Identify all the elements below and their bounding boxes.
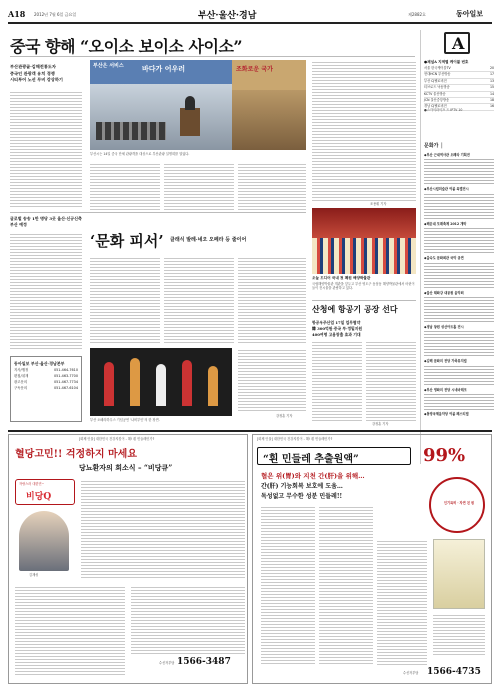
notice-label: 구독문의 (14, 386, 28, 390)
brand-tagline: 자랑스러 대한민~ (19, 482, 45, 486)
notice-label: 광고문의 (14, 380, 28, 384)
dancer-5 (208, 366, 218, 406)
lead-body-col-5 (312, 60, 416, 202)
notice-value: 051-464-7610 (53, 368, 78, 372)
aircraft-sub-2: 韓 300억원·중국 부·정밀지원 (312, 326, 363, 331)
header (8, 8, 492, 22)
lead-subheads (10, 64, 82, 84)
culture-item-body (424, 261, 494, 289)
culture-subhead: 클래식 발레·네오 오페라 등 줄이어 (170, 237, 247, 243)
culture-item: ◆부산 근대역사관 오페라 기획전 (424, 153, 470, 157)
lead-sub-3: 시티투어 노선 무비 강상하기 (10, 77, 63, 82)
ad-right-headline-box (257, 447, 411, 465)
ad-left-person-name: 김재성 (29, 573, 39, 577)
notice-value: 051-467-7734 (53, 380, 78, 384)
notice-box (10, 356, 82, 422)
ad-right-body-4 (433, 613, 485, 657)
ad-right (252, 434, 492, 684)
aircraft-sub-1: 항공우주산업 17일 업무협약 (312, 320, 361, 325)
notice-title: 동아일보 부산·울산·경남본부 (14, 361, 65, 366)
ad-right-sub-3: 독성없고 무수한 성분 민들레!! (261, 493, 343, 500)
festival-photo (312, 208, 416, 274)
festival-performers (312, 238, 416, 274)
photo-room (90, 84, 232, 150)
channel-name: 경남 CJ헬로비전 (424, 104, 447, 109)
lead-sub-2: 중국인 관광객 유치 경쟁 (10, 70, 55, 76)
culture-item: ◆울산 태화강 대공원 음악회 (424, 290, 464, 295)
ad-right-sub-2: 간(肝) 기능회복 보호에 도움… (261, 483, 343, 490)
lead-rule (10, 56, 415, 57)
channel-name: 서울 한국케이블TV (424, 66, 451, 70)
culture-item-body (424, 329, 494, 357)
mid-left-body (10, 232, 82, 350)
ad-right-free-call: 수신자부담 (403, 671, 419, 675)
channel-no: 20 (489, 66, 494, 70)
channel-no: 15 (489, 85, 494, 90)
lead-body-col-1 (10, 90, 82, 208)
ad-left-brandbox (15, 479, 75, 505)
banner-text-left: 부산은 서비스 (93, 63, 124, 69)
photo-audience (96, 122, 166, 140)
channel-no: 16 (489, 104, 494, 109)
aircraft-body-1 (312, 340, 362, 422)
ad-right-seal (429, 477, 485, 533)
culture-body-4 (238, 348, 306, 412)
sidebar (424, 30, 494, 464)
ad-right-phone: 1566-4735 (427, 667, 481, 677)
ad-left-free-call: 수신자부담 (159, 661, 175, 665)
ad-left-sub: 당뇨환자의 희소식 – “비당큐” (79, 463, 173, 472)
lead-body-col-2 (90, 162, 160, 210)
culture-item-body (424, 157, 494, 185)
ad-right-sub: 혈은 위(胃)와 지천 간(肝)을 위해… (261, 472, 365, 480)
culture-item-body (424, 295, 494, 323)
channel-list (424, 66, 494, 111)
bottom-right-rule (312, 300, 416, 301)
channel-name: JCN 울산중앙방송 (424, 98, 450, 103)
culture-headline: ‘문화 피서’ (90, 232, 164, 250)
culture-item-body (424, 192, 494, 220)
percent-badge (419, 445, 485, 469)
paper-name: 동아일보 (456, 9, 484, 18)
festival-caption: 국립해양박물관 개관을 앞두고 부산 영도구 동삼동 해양박물관에서 어린이들이 전시물을 관람하고 있다. (312, 282, 415, 291)
ad-left-body-3 (131, 585, 245, 655)
lead-body-col-4 (238, 162, 306, 210)
culture-item: ◆경남 창원 성산아트홀 전시 (424, 325, 464, 330)
seal-text: 인기특허 · 자연 친 원 (443, 501, 475, 505)
percent-value: 99% (423, 445, 466, 466)
notice-row (14, 385, 78, 391)
culture-body-2 (164, 256, 234, 344)
culture-item: ◆을숙도 문화회관 국악 공연 (424, 256, 464, 261)
header-rule (8, 22, 492, 24)
culture-item-body (424, 226, 494, 254)
culture-body-3 (238, 256, 306, 344)
sidebar-rule (420, 30, 421, 464)
festival-stage (312, 208, 416, 238)
ad-left (8, 434, 248, 684)
skylife-line: ●스카이라이프 드 IPTV 10 (424, 108, 463, 112)
notice-value: 051-463-7700 (53, 374, 78, 378)
ad-right-headline: “흰 민들레 추출원액” (263, 454, 359, 465)
aircraft-subheads (312, 320, 416, 338)
channel-name: 티브로드 낙동방송 (424, 85, 450, 90)
lead-headline: 중국 향해 “오이소 보이소 사이소” (10, 37, 243, 56)
page-number: A18 (8, 9, 26, 19)
culture-item: ◆김해 문화의 전당 가족뮤지컬 (424, 359, 467, 364)
dancer-2 (130, 358, 140, 406)
culture-body-1 (90, 256, 160, 344)
section-title: 부산·울산·경남 (198, 11, 257, 21)
culture-photo-caption: 부산 오페라하우스 기념공연 ‘나비부인’의 한 장면. (90, 418, 160, 422)
issue-number: 제2882호 (408, 12, 426, 17)
aircraft-sub-3: 400여명 고용창출 효과 기대 (312, 332, 361, 337)
ad-right-product (433, 539, 485, 609)
channel-a-logo (444, 32, 470, 54)
ad-right-topline: [화제 인물] 대한민국 건강지킴이 - 해! 흰 민들레인가? (257, 437, 333, 441)
dancer-1 (104, 362, 114, 406)
dancer-3 (156, 364, 166, 406)
mid-rule (10, 212, 306, 213)
channel-no: 13 (489, 78, 494, 83)
culture-photo (90, 348, 232, 416)
lead-reporter: 조용휘 기자 (370, 202, 387, 206)
lead-photo-caption: 부산시는 14일 중국 단체 관광객을 대상으로 부산관광 설명회를 열었다. (90, 152, 190, 156)
channel-no: 14 (489, 91, 494, 96)
ad-left-body-1 (15, 585, 125, 677)
banner-text-right: 조화로운 국가 (236, 66, 273, 73)
ad-left-person (19, 511, 69, 571)
photo-2-people (232, 90, 306, 150)
culture-item: ◆부산시립미술관 여름 특별전시 (424, 187, 469, 192)
brand-name: 비당Q (26, 492, 52, 502)
ads-rule (8, 430, 492, 432)
lead-sub-1: 부산관광골·김해전통도자 (10, 64, 56, 69)
channel-name: 부산 CJ헬로비전 (424, 78, 447, 83)
mid-left-title: 글로벌 송송 1만 명당 3곳 울산·신규신축 부산 예정 (10, 216, 82, 227)
ad-left-body-2 (81, 479, 245, 579)
aircraft-headline: 산청에 항공기 공장 선다 (312, 304, 398, 314)
aircraft-reporter: 강정훈 기자 (372, 422, 389, 426)
culture-listing (424, 151, 494, 417)
channel-name: KCTV 울산방송 (424, 91, 446, 96)
banner-text-mid: 바다가 어우러 (142, 64, 186, 73)
culture-item-body (424, 364, 494, 386)
notice-label: 편집/취재 (14, 374, 29, 378)
culture-item: ◆통영국제음악당 여름 페스티벌 (424, 412, 469, 417)
ad-left-topline: [화제 인물] 대한민국 건강지킴이 - 해! 흰 민들레인가? (79, 437, 155, 441)
ad-right-body-2 (319, 505, 373, 665)
lead-body-col-3 (164, 162, 234, 210)
header-date: 2012년 7월 6일 금요일 (34, 12, 77, 17)
ad-left-phone: 1566-3487 (177, 657, 231, 667)
culture-item: ◆해운대 모래축제 2012 개막 (424, 221, 467, 226)
ad-right-body-1 (261, 505, 315, 665)
lead-photo-2 (232, 60, 306, 150)
festival-caption-title: 오늘 드디어 국내 첫 폐원 해양박물관 (312, 276, 371, 280)
culture-reporter: 강정훈 기자 (276, 414, 293, 418)
channel-name: 현대HCN 부산방송 (424, 72, 451, 77)
notice-label: 지사/행정 (14, 368, 29, 372)
channel-index-title: ●채널A 지역별 케이블 번호 (424, 60, 469, 64)
culture-item-body (424, 392, 494, 410)
channel-no: 18 (489, 98, 494, 103)
notice-value: 051-467-6104 (53, 386, 78, 390)
ad-right-body-3 (377, 539, 427, 665)
lead-photo (90, 60, 232, 150)
logo-letter: A (452, 34, 465, 53)
ad-left-headline: 혈당고민!! 걱정하지 마세요 (15, 449, 138, 460)
photo-speaker (185, 96, 195, 110)
photo-podium (180, 108, 200, 136)
culture-item: ◆부산 영화의 전당 시네마테크 (424, 387, 467, 392)
channel-no: 17 (489, 72, 494, 77)
dancer-4 (182, 360, 192, 406)
aircraft-body-2 (366, 340, 416, 422)
culture-listing-title: 문화가 │ (424, 143, 444, 149)
